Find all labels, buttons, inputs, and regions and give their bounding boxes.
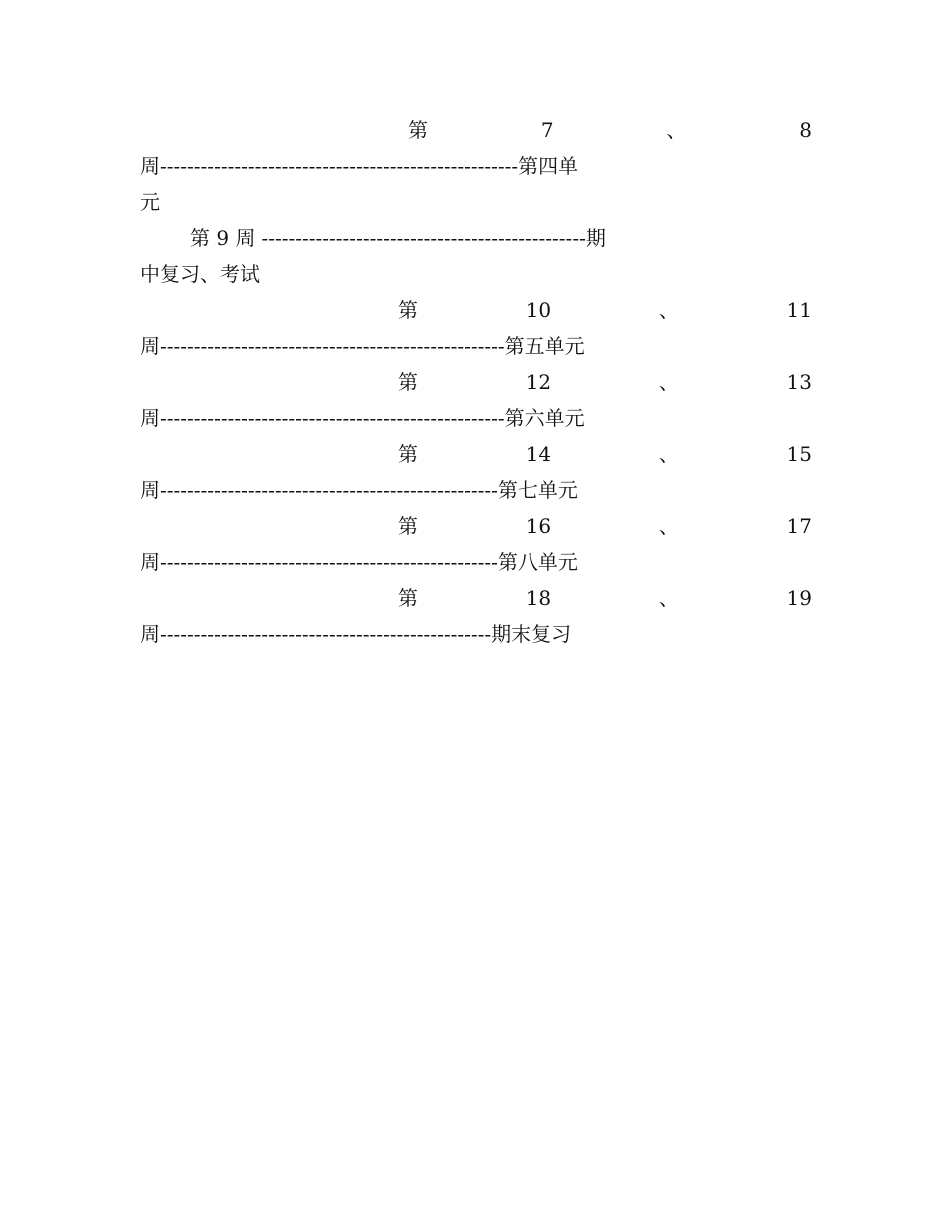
unit-title: 第六单元	[504, 406, 585, 430]
week-range	[398, 436, 812, 472]
schedule-leader-row	[140, 148, 812, 184]
schedule-leader-row	[140, 472, 812, 508]
week-range	[408, 112, 812, 148]
week-di: 第	[398, 586, 418, 610]
week-range-row	[0, 580, 950, 616]
week-range	[398, 292, 812, 328]
week-range	[398, 364, 812, 400]
week-range-row	[0, 436, 950, 472]
week-start: 14	[525, 442, 552, 466]
leader-dashes: ------------------------------------------------	[261, 226, 586, 250]
week-start: 10	[525, 298, 552, 322]
wrapped-text: 元	[140, 190, 160, 214]
week-di: 第	[408, 118, 428, 142]
week-end: 17	[786, 514, 812, 538]
schedule-leader-row	[140, 616, 812, 652]
week-end: 8	[799, 118, 812, 142]
week-label: 周	[140, 334, 160, 358]
leader-dashes: ---------------------------------------------------	[160, 334, 505, 358]
week-di: 第	[398, 442, 418, 466]
week-range-row	[0, 112, 950, 148]
week-end: 15	[786, 442, 812, 466]
unit-title: 第七单元	[497, 478, 578, 502]
unit-title: 第四单	[518, 154, 579, 178]
week-di: 第	[398, 514, 418, 538]
leader-dashes: -------------------------------------------------	[160, 622, 492, 646]
week-label: 周	[140, 406, 160, 430]
week-separator: 、	[658, 370, 679, 394]
week-label: 周	[140, 550, 160, 574]
schedule-leader-row	[190, 220, 812, 256]
week-start: 7	[540, 118, 554, 142]
schedule-leader-row	[140, 328, 812, 364]
schedule-leader-row	[140, 544, 812, 580]
week-separator: 、	[666, 118, 687, 142]
leader-dashes: --------------------------------------------------	[160, 478, 498, 502]
week-separator: 、	[658, 514, 679, 538]
week-di: 第	[398, 370, 418, 394]
week-start: 18	[525, 586, 552, 610]
unit-title: 第八单元	[497, 550, 578, 574]
week-range-row	[0, 292, 950, 328]
week-label: 周	[140, 154, 160, 178]
week-start: 16	[525, 514, 552, 538]
schedule-leader-row	[140, 400, 812, 436]
week-end: 13	[786, 370, 812, 394]
week-start: 12	[525, 370, 552, 394]
week-separator: 、	[658, 586, 679, 610]
week-range-row	[0, 364, 950, 400]
week-label: 周	[140, 622, 160, 646]
week-range	[398, 508, 812, 544]
week-end: 11	[786, 298, 812, 322]
leader-dashes: -----------------------------------------------------	[160, 154, 519, 178]
week-label: 第 9 周	[190, 226, 256, 250]
leader-dashes: --------------------------------------------------	[160, 550, 498, 574]
week-range-row	[0, 508, 950, 544]
week-label: 周	[140, 478, 160, 502]
week-di: 第	[398, 298, 418, 322]
wrapped-text: 中复习、考试	[140, 262, 260, 286]
unit-title: 第五单元	[504, 334, 585, 358]
leader-dashes: ---------------------------------------------------	[160, 406, 505, 430]
week-range	[398, 580, 812, 616]
unit-title: 期	[585, 226, 606, 250]
unit-title: 期末复习	[491, 622, 572, 646]
week-separator: 、	[658, 442, 679, 466]
week-separator: 、	[658, 298, 679, 322]
week-end: 19	[786, 586, 812, 610]
